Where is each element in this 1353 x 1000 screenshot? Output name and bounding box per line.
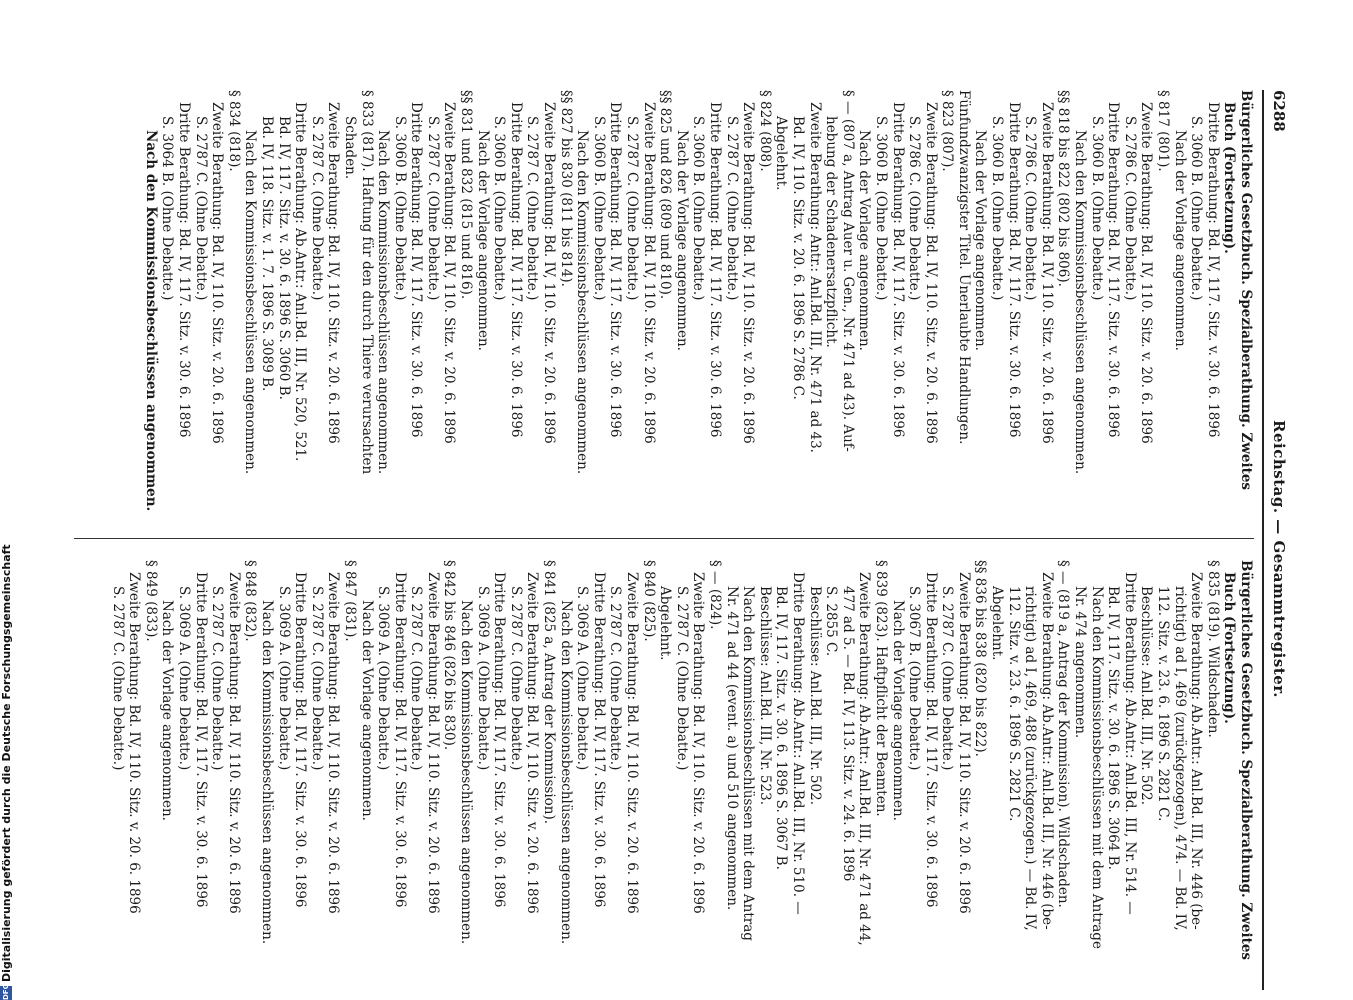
index-entry: § 839 (823). Haftpflicht der Beamten. (872, 560, 889, 817)
index-entry: S. 3060 B. (Ohne Debatte.) (391, 116, 408, 301)
index-entry: Buch (Fortsetzung). (1221, 102, 1238, 254)
index-entry: Zweite Berathung: Bd. IV, 110. Sitz. v. 20. 6. 1896 (209, 102, 226, 444)
index-entry: S. 2787 C. (Ohne Debatte.) (192, 116, 209, 301)
index-entry: Nach den Kommissionsbeschlüssen angenommen. (258, 600, 275, 945)
index-entry: Bürgerliches Gesetzbuch. Spezialberathung. Zweites (1238, 560, 1254, 961)
index-entry: § 835 (819). Wildschaden. (1204, 560, 1221, 738)
index-entry: Abgelehnt. (657, 586, 674, 661)
right-column (109, 560, 1254, 985)
index-entry: S. 2787 C. (Ohne Debatte.) (939, 586, 956, 771)
running-title: Reichstag. — Gesammtregister. (1270, 420, 1288, 698)
index-entry: S. 3069 A. (Ohne Debatte.) (275, 586, 292, 771)
index-entry: Zweite Berathung: Ab.Antr.: Anl.Bd. III, Nr. 471 ad 44, (856, 572, 873, 946)
index-entry: S. 3069 A. (Ohne Debatte.) (474, 586, 491, 771)
index-entry: Zweite Berathung: Bd. IV, 110. Sitz. v. 20. 6. 1896 (740, 102, 757, 444)
index-entry: Nach den Kommissionsbeschlüssen mit dem Antrage (1088, 586, 1105, 949)
index-entry: Zweite Berathung: Bd. IV, 110. Sitz. v. 20. 6. 1896 (624, 572, 641, 914)
index-entry: Dritte Berathung: Bd. IV, 117. Sitz. v. 30. 6. 1896 (590, 572, 607, 908)
index-entry: Dritte Berathung: Bd. IV, 117. Sitz. v. 30. 6. 1896 (391, 572, 408, 908)
index-entry: §§ 825 und 826 (809 und 810). (657, 90, 674, 300)
left-column (142, 90, 1254, 515)
index-entry: Zweite Berathung: Bd. IV, 110. Sitz. v. 20. 6. 1896 (955, 572, 972, 914)
column-divider (74, 538, 1254, 539)
index-entry: § 841 (825 a, Antrag der Kommission). (541, 560, 558, 825)
index-entry: S. 2787 C. (Ohne Debatte.) (109, 586, 126, 771)
index-entry: Nach den Kommissionsbeschlüssen mit dem Antrag (740, 586, 757, 941)
index-entry: Dritte Berathung: Bd. IV, 117. Sitz. v. 30. 6. 1896 (1204, 102, 1221, 438)
index-entry: Dritte Berathung: Bd. IV, 117. Sitz. v. 30. 6. 1896 (408, 102, 425, 438)
index-entry: Zweite Berathung: Bd. IV, 110. Sitz. v. 20. 6. 1896 (441, 102, 458, 444)
page-header (1262, 90, 1290, 990)
index-entry: Zweite Berathung: Bd. IV, 110. Sitz. v. 20. 6. 1896 (922, 102, 939, 444)
index-entry: Nach der Vorlage angenommen. (1171, 130, 1188, 351)
index-entry: Buch (Fortsetzung). (1221, 572, 1238, 724)
index-entry: Dritte Berathung: Bd. IV, 117. Sitz. v. 30. 6. 1896 (176, 102, 192, 438)
index-entry: Nach den Kommissionsbeschlüssen angenommen. (375, 130, 392, 475)
index-entry: S. 2787 C. (Ohne Debatte.) (524, 116, 541, 301)
index-entry: Zweite Berathung: Bd. IV, 110. Sitz. v. 20. 6. 1896 (541, 102, 558, 444)
index-entry: S. 2787 C. (Ohne Debatte.) (209, 586, 226, 771)
index-entry: S. 3060 B. (Ohne Debatte.) (872, 116, 889, 301)
index-entry: §§ 836 bis 838 (820 bis 822). (972, 560, 989, 757)
index-entry: S. 3060 B. (Ohne Debatte.) (690, 116, 707, 301)
index-entry: S. 2786 C. (Ohne Debatte.) (906, 116, 923, 301)
index-entry: Dritte Berathung: Bd. IV, 117. Sitz. v. 30. 6. 1896 (292, 572, 309, 908)
index-entry: §§ 831 und 832 (815 und 816). (458, 90, 475, 300)
index-entry: §§ 827 bis 830 (811 bis 814). (557, 90, 574, 287)
index-entry: § 848 (832). (242, 560, 259, 642)
index-entry: Beschlüsse: Anl.Bd. III, Nr. 502. (806, 586, 823, 805)
index-entry: Beschlüsse: Anl.Bd. III, Nr. 523. (756, 586, 773, 805)
index-entry: Zweite Berathung: Bd. IV, 110. Sitz. v. 20. 6. 1896 (1138, 102, 1155, 444)
index-entry: S. 2787 C. (Ohne Debatte.) (723, 116, 740, 301)
index-entry: Nach der Vorlage angenommen. (474, 130, 491, 351)
index-entry: 112. Sitz. v. 23. 6. 1896 S. 2821 C. (1155, 586, 1172, 822)
index-entry: 477 ad 5. — Bd. IV, 113. Sitz. v. 24. 6. 1896 (839, 586, 856, 882)
index-entry: Zweite Berathung: Bd. IV, 110. Sitz. v. 20. 6. 1896 (424, 572, 441, 914)
index-entry: S. 2787 C. (Ohne Debatte.) (673, 586, 690, 771)
index-entry: Bd. IV, 117. Sitz. v. 30. 6. 1896 S. 3064 B. (1105, 586, 1122, 870)
index-entry: S. 3060 B. (Ohne Debatte.) (1088, 116, 1105, 301)
index-entry: S. 3069 A. (Ohne Debatte.) (375, 586, 392, 771)
index-entry: S. 2786 C. (Ohne Debatte.) (1121, 116, 1138, 301)
index-entry: Nach den Kommissionsbeschlüssen angenommen. (458, 600, 475, 945)
index-entry: Zweite Berathung: Bd. IV, 110. Sitz. v. 20. 6. 1896 (640, 102, 657, 444)
index-entry: § 847 (831). (341, 560, 358, 642)
index-entry: Dritte Berathung: Bd. IV, 117. Sitz. v. 30. 6. 1896 (491, 572, 508, 908)
index-entry: Bürgerliches Gesetzbuch. Spezialberathung. Zweites (1238, 90, 1254, 491)
index-entry: Zweite Berathung: Bd. IV, 110. Sitz. v. 20. 6. 1896 (325, 102, 342, 444)
index-entry: Fünfundzwanzigster Titel. Unerlaubte Handlungen. (955, 90, 972, 445)
index-entry: Bd. IV, 117. Sitz. v. 30. 6. 1896 S. 3060 B. (275, 116, 292, 400)
index-entry: § 823 (807). (939, 90, 956, 172)
header-rule (1262, 90, 1264, 990)
dfg-logo: DFG (2, 983, 10, 1000)
index-entry: S. 3067 B. (Ohne Debatte.) (906, 586, 923, 771)
index-entry: § 840 (825). (640, 560, 657, 642)
index-entry: § 833 (817). Haftung für den durch Thiere verursachten (358, 90, 375, 475)
index-entry: S. 2786 C. (Ohne Debatte.) (1022, 116, 1039, 301)
index-entry: Dritte Berathung: Bd. IV, 117. Sitz. v. 30. 6. 1896 (607, 102, 624, 438)
index-entry: § — (819 a, Antrag der Kommission). Wildschaden. (1055, 560, 1072, 908)
index-entry: Nach den Kommissionsbeschlüssen angenommen. (574, 130, 591, 475)
index-entry: richtigt) ad I, 469 (zurückgezogen), 474. — Bd. IV, (1171, 586, 1188, 931)
index-entry: Beschlüsse: Anl.Bd. III, Nr. 502. (1138, 586, 1155, 805)
index-entry: Dritte Berathung: Bd. IV, 117. Sitz. v. 30. 6. 1896 (1005, 102, 1022, 438)
index-entry: richtigt) ad I, 469, 488 (zurückgezogen.) — Bd. IV, (1022, 586, 1039, 931)
index-entry: § — (824). (707, 560, 723, 630)
index-entry: Dritte Berathung: Bd. IV, 117. Sitz. v. 30. 6. 1896 (507, 102, 524, 438)
index-entry: hebung der Schadenersatzpflicht. (823, 116, 840, 348)
index-entry: Abgelehnt. (989, 586, 1006, 661)
index-entry: Nach den Kommissionsbeschlüssen angenommen. (1072, 130, 1089, 475)
index-entry: Nach den Kommissionsbeschlüssen angenommen. (557, 600, 574, 945)
index-entry: § — (807 a, Antrag Auer u. Gen., Nr. 471 ad 43). Auf- (839, 90, 856, 452)
index-entry: §§ 818 bis 822 (802 bis 806). (1055, 90, 1072, 287)
page-number: 6288 (1270, 90, 1288, 132)
index-entry: § 834 (818). (225, 90, 242, 172)
index-entry: S. 3060 B. (Ohne Debatte.) (989, 116, 1006, 301)
index-entry: Zweite Berathung: Bd. IV, 110. Sitz. v. 20. 6. 1896 (225, 572, 242, 914)
index-entry: Zweite Berathung: Bd. IV, 110. Sitz. v. 20. 6. 1896 (1038, 102, 1055, 444)
index-entry: S. 3069 A. (Ohne Debatte.) (176, 586, 192, 771)
index-entry: Dritte Berathung: Ab.Antr.: Anl.Bd. III, Nr. 520, 521. (292, 102, 309, 462)
index-entry: Zweite Berathung: Ab.Antr.: Anl.Bd. III, Nr. 446 (be- (1038, 572, 1055, 930)
index-entry: Nach den Kommissionsbeschlüssen angenommen. (242, 130, 259, 475)
index-entry: Nach der Vorlage angenommen. (889, 600, 906, 821)
index-entry: S. 2787 C. (Ohne Debatte.) (424, 116, 441, 301)
digitization-note-text: Digitalisierung gefördert durch die Deutsche Forschungsgemeinschaft (0, 544, 13, 982)
index-entry: Zweite Berathung: Bd. IV, 110. Sitz. v. 20. 6. 1896 (524, 572, 541, 914)
index-entry: Dritte Berathung: Bd. IV, 117. Sitz. v. 30. 6. 1896 (707, 102, 723, 438)
index-entry: S. 2787 C. (Ohne Debatte.) (308, 586, 325, 771)
index-entry: Dritte Berathung: Bd. IV, 117. Sitz. v. 30. 6. 1896 (922, 572, 939, 908)
index-entry: Nach der Vorlage angenommen. (972, 130, 989, 351)
index-entry: Dritte Berathung: Bd. IV, 117. Sitz. v. 30. 6. 1896 (1105, 102, 1122, 438)
index-entry: S. 2787 C. (Ohne Debatte.) (507, 586, 524, 771)
index-entry: Schaden. (341, 116, 358, 180)
index-entry: S. 2787 C. (Ohne Debatte.) (624, 116, 641, 301)
index-entry: S. 3060 B. (Ohne Debatte.) (491, 116, 508, 301)
index-entry: S. 3060 B. (Ohne Debatte.) (590, 116, 607, 301)
index-entry: S. 3069 A. (Ohne Debatte.) (574, 586, 591, 771)
index-entry: Nach der Vorlage angenommen. (358, 600, 375, 821)
index-entry: Dritte Berathung: Bd. IV, 117. Sitz. v. 30. 6. 1896 (192, 572, 209, 908)
index-entry: Dritte Berathung: Ab.Antr.: Anl.Bd. III, Nr. 510. — (789, 572, 806, 915)
index-entry: S. 3064 B. (Ohne Debatte.) (159, 116, 176, 301)
index-entry: Bd. IV, 117. Sitz. v. 30. 6. 1896 S. 3067 B. (773, 586, 790, 870)
index-entry: Dritte Berathung: Ab.Antr.: Anl.Bd. III, Nr. 514. — (1121, 572, 1138, 915)
index-entry: S. 2787 C. (Ohne Debatte.) (308, 116, 325, 301)
index-entry: S. 2787 C. (Ohne Debatte.) (408, 586, 425, 771)
index-entry: Nach der Vorlage angenommen. (673, 130, 690, 351)
index-entry: § 817 (801). (1155, 90, 1172, 172)
index-entry: S. 2855 C. (823, 586, 840, 657)
index-entry: S. 2787 C. (Ohne Debatte.) (607, 586, 624, 771)
index-entry: Zweite Berathung: Bd. IV, 110. Sitz. v. 20. 6. 1896 (690, 572, 707, 914)
index-entry: Nach den Kommissionsbeschlüssen angenommen. (142, 130, 159, 512)
index-entry: S. 3060 B. (Ohne Debatte.) (1188, 116, 1205, 301)
index-entry: § 842 bis 846 (826 bis 830). (441, 560, 458, 751)
scanned-page (70, 90, 1290, 990)
index-entry: Nach der Vorlage angenommen. (159, 600, 176, 821)
index-entry: Zweite Berathung: Antr.: Anl.Bd. III, Nr. 471 ad 43. (806, 102, 823, 453)
index-entry: § 849 (833). (142, 560, 159, 642)
index-entry: Bd. IV, 118. Sitz. v. 1. 7. 1896 S. 3089 B. (258, 116, 275, 392)
index-entry: Zweite Berathung: Ab.Antr.: Anl.Bd. III, Nr. 446 (be- (1188, 572, 1205, 930)
digitization-note (0, 0, 14, 1000)
index-entry: Nach der Vorlage angenommen. (856, 130, 873, 351)
index-entry: Zweite Berathung: Bd. IV, 110. Sitz. v. 20. 6. 1896 (325, 572, 342, 914)
index-entry: Abgelehnt. (773, 116, 790, 191)
index-entry: 112. Sitz. v. 23. 6. 1896 S. 2821 C. (1005, 586, 1022, 822)
index-entry: Bd. IV, 110. Sitz. v. 20. 6. 1896 S. 2786 C. (789, 116, 806, 400)
index-entry: Nr. 471 ad 44 (event. a) und 510 angenommen. (723, 586, 740, 911)
index-entry: § 824 (808). (756, 90, 773, 172)
index-entry: Dritte Berathung: Bd. IV, 117. Sitz. v. 30. 6. 1896 (889, 102, 906, 438)
index-entry: Nr. 474 angenommen. (1072, 586, 1089, 739)
index-entry: Zweite Berathung: Bd. IV, 110. Sitz. v. 20. 6. 1896 (126, 572, 143, 914)
